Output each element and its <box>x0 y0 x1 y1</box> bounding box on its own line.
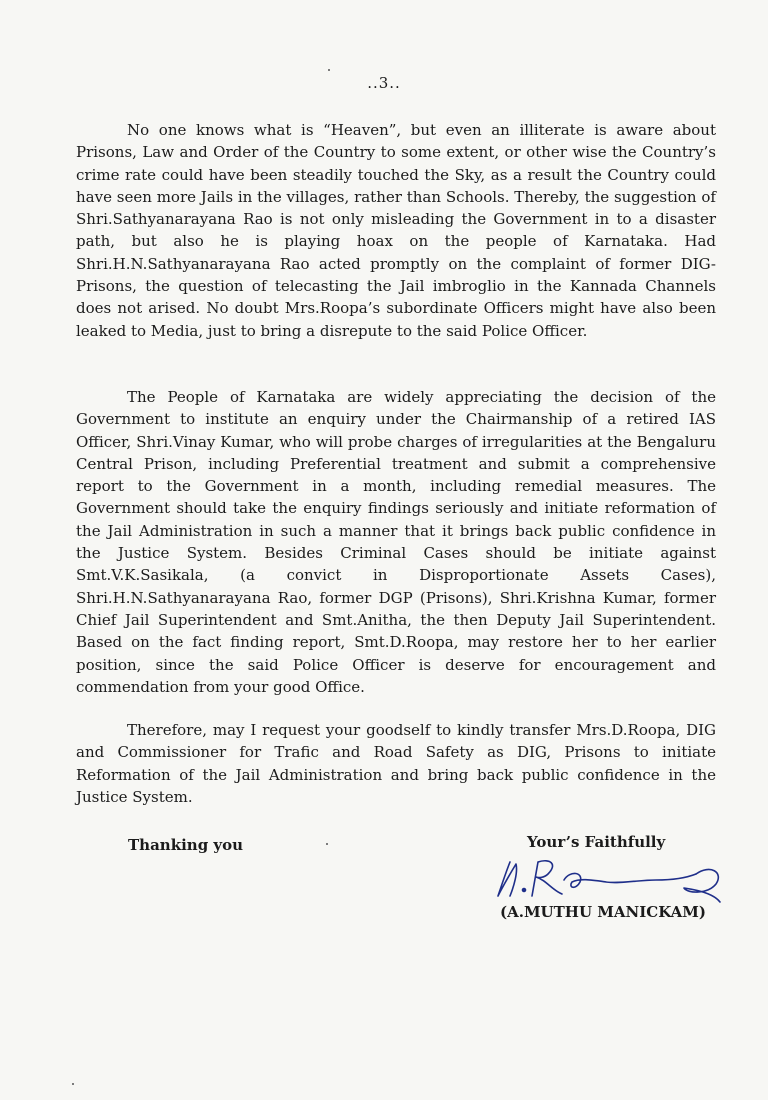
signatory-name: (A.MUTHU MANICKAM) <box>500 903 706 921</box>
paragraph-3: Therefore, may I request your goodself to kindly transfer Mrs.D.Roopa, DIG and Commissioner for Trafic and Road Safety as DIG, Prisons to initiate Reformation of the Jail Administration and bring back public confidence in the Justice System. <box>76 721 716 806</box>
paragraph-1: No one knows what is “Heaven”, but even an illiterate is aware about Prisons, Law and Order of the Country to some extent, or other wise the Country’s crime rate could have been steadily touched the Sky, as a result the Country could have seen more Jails in the villages, rather than Schools. Thereby, the suggestion of Shri.Sathyanarayana Rao is not only misleading the Government in to a disaster path, but also he is playing hoax on the people of Karnataka. Had Shri.H.N.Sathyanarayana Rao acted promptly on the complaint of former DIG-Prisons, the question of telecasting the Jail imbroglio in the Kannada Channels does not arised. No doubt Mrs.Roopa’s subordinate Officers might have also been leaked to Media, just to bring a disrepute to the said Police Officer. <box>76 121 716 340</box>
paper-speck <box>72 1083 74 1085</box>
valediction-text: Your’s Faithfully <box>527 833 666 851</box>
handwritten-signature <box>488 850 728 910</box>
paper-speck <box>328 69 330 71</box>
paragraph-2: The People of Karnataka are widely appreciating the decision of the Government to institute an enquiry under the Chairmanship of a retired IAS Officer, Shri.Vinay Kumar, who will probe charges of irregularities at the Bengaluru Central Prison, including Preferential treatment and submit a comprehensive report to the Government in a month, including remedial measures. The Government should take the enquiry findings seriously and initiate reformation of the Jail Administration in such a manner that it brings back public confidence in the Justice System. Besides Criminal Cases should be initiate against Smt.V.K.Sasikala, (a convict in Disproportionate Assets Cases), Shri.H.N.Sathyanarayana Rao, former DGP (Prisons), Shri.Krishna Kumar, former Chief Jail Superintendent and Smt.Anitha, the then Deputy Jail Superintendent. Based on the fact finding report, Smt.D.Roopa, may restore her to her earlier position, since the said Police Officer is deserve for encouragement and commendation from your good Office. <box>76 388 716 696</box>
paper-speck <box>326 843 328 845</box>
thanking-you-text: Thanking you <box>128 836 244 854</box>
page-number: ..3.. <box>367 74 401 92</box>
